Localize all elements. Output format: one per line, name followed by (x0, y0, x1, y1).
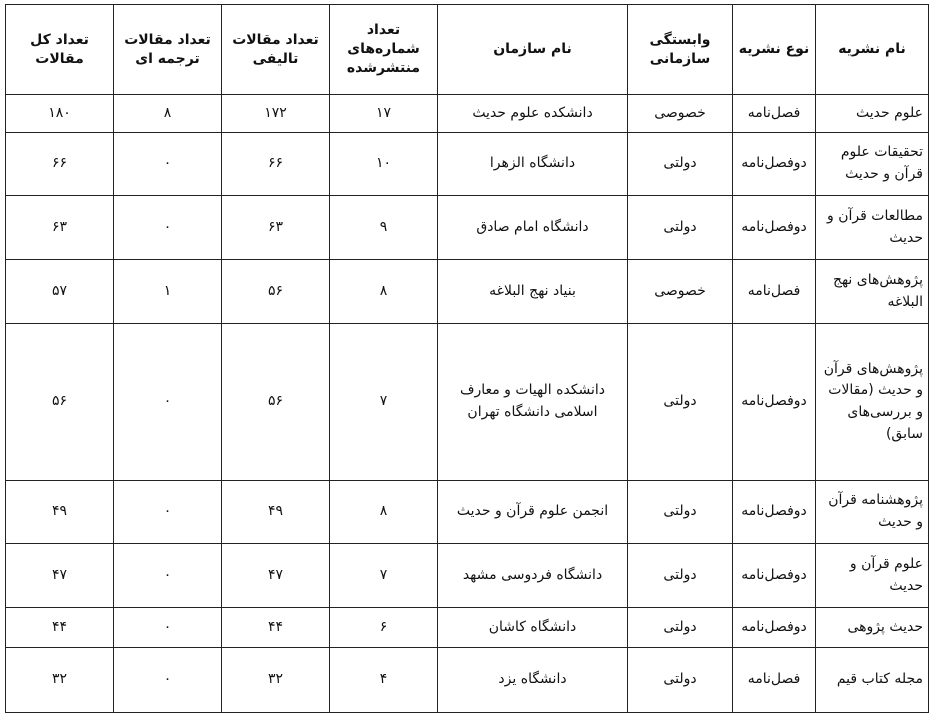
header-original-articles: تعداد مقالات تالیفی (222, 5, 330, 95)
cell-issues-count: ۶ (330, 608, 438, 648)
cell-affiliation: خصوصی (628, 260, 733, 324)
header-journal-type: نوع نشریه (733, 5, 816, 95)
cell-affiliation: خصوصی (628, 95, 733, 133)
header-journal-name: نام نشریه (816, 5, 929, 95)
cell-affiliation: دولتی (628, 133, 733, 196)
cell-total-articles: ۴۹ (6, 481, 114, 544)
cell-issues-count: ۹ (330, 196, 438, 260)
cell-issues-count: ۸ (330, 481, 438, 544)
header-total-articles: تعداد کل مقالات (6, 5, 114, 95)
cell-journal-type: دوفصل‌نامه (733, 544, 816, 608)
cell-journal-name: پژوهش‌های قرآن و حدیث (مقالات و بررسی‌های سابق) (816, 324, 929, 481)
cell-issues-count: ۱۷ (330, 95, 438, 133)
cell-original-articles: ۵۶ (222, 324, 330, 481)
cell-affiliation: دولتی (628, 648, 733, 713)
header-row (6, 5, 929, 95)
cell-issues-count: ۸ (330, 260, 438, 324)
cell-translated-articles: ۰ (114, 608, 222, 648)
cell-organization: بنیاد نهج البلاغه (438, 260, 628, 324)
table-row (6, 133, 929, 196)
cell-original-articles: ۴۷ (222, 544, 330, 608)
cell-journal-name: مطالعات قرآن و حدیث (816, 196, 929, 260)
cell-original-articles: ۳۲ (222, 648, 330, 713)
cell-journal-name: مجله کتاب قیم (816, 648, 929, 713)
table-row (6, 260, 929, 324)
cell-total-articles: ۵۷ (6, 260, 114, 324)
cell-affiliation: دولتی (628, 196, 733, 260)
cell-journal-name: تحقیقات علوم قرآن و حدیث (816, 133, 929, 196)
cell-translated-articles: ۸ (114, 95, 222, 133)
cell-total-articles: ۶۶ (6, 133, 114, 196)
cell-organization: دانشگاه الزهرا (438, 133, 628, 196)
cell-affiliation: دولتی (628, 608, 733, 648)
cell-journal-name: پژوهش‌های نهج البلاغه (816, 260, 929, 324)
table-row (6, 481, 929, 544)
cell-organization: دانشگاه کاشان (438, 608, 628, 648)
cell-journal-type: فصل‌نامه (733, 95, 816, 133)
cell-translated-articles: ۰ (114, 196, 222, 260)
journals-table (5, 4, 929, 713)
cell-affiliation: دولتی (628, 544, 733, 608)
cell-organization: دانشکده الهیات و معارف اسلامی دانشگاه تهران (438, 324, 628, 481)
header-affiliation: وابستگی سازمانی (628, 5, 733, 95)
header-translated-articles: تعداد مقالات ترجمه ای (114, 5, 222, 95)
cell-journal-type: دوفصل‌نامه (733, 481, 816, 544)
cell-organization: دانشگاه فردوسی مشهد (438, 544, 628, 608)
cell-original-articles: ۴۴ (222, 608, 330, 648)
cell-organization: دانشکده علوم حدیث (438, 95, 628, 133)
cell-original-articles: ۶۳ (222, 196, 330, 260)
cell-journal-name: علوم حدیث (816, 95, 929, 133)
header-issues-count: تعداد شماره‌های منتشرشده (330, 5, 438, 95)
table-row (6, 608, 929, 648)
cell-total-articles: ۴۴ (6, 608, 114, 648)
cell-translated-articles: ۰ (114, 648, 222, 713)
table-row (6, 544, 929, 608)
table-row (6, 95, 929, 133)
cell-translated-articles: ۰ (114, 544, 222, 608)
cell-original-articles: ۱۷۲ (222, 95, 330, 133)
cell-total-articles: ۵۶ (6, 324, 114, 481)
cell-translated-articles: ۱ (114, 260, 222, 324)
cell-organization: دانشگاه یزد (438, 648, 628, 713)
table-row (6, 324, 929, 481)
cell-journal-type: دوفصل‌نامه (733, 608, 816, 648)
cell-journal-name: پژوهشنامه قرآن و حدیث (816, 481, 929, 544)
cell-total-articles: ۱۸۰ (6, 95, 114, 133)
cell-journal-name: حدیث پژوهی (816, 608, 929, 648)
cell-affiliation: دولتی (628, 481, 733, 544)
cell-journal-type: دوفصل‌نامه (733, 324, 816, 481)
cell-original-articles: ۵۶ (222, 260, 330, 324)
cell-journal-name: علوم قرآن و حدیث (816, 544, 929, 608)
table-row (6, 196, 929, 260)
cell-issues-count: ۷ (330, 544, 438, 608)
cell-issues-count: ۷ (330, 324, 438, 481)
cell-affiliation: دولتی (628, 324, 733, 481)
cell-total-articles: ۴۷ (6, 544, 114, 608)
cell-journal-type: فصل‌نامه (733, 648, 816, 713)
cell-organization: دانشگاه امام صادق (438, 196, 628, 260)
table-row (6, 648, 929, 713)
cell-issues-count: ۱۰ (330, 133, 438, 196)
cell-original-articles: ۶۶ (222, 133, 330, 196)
cell-total-articles: ۳۲ (6, 648, 114, 713)
cell-translated-articles: ۰ (114, 481, 222, 544)
cell-issues-count: ۴ (330, 648, 438, 713)
cell-journal-type: فصل‌نامه (733, 260, 816, 324)
cell-organization: انجمن علوم قرآن و حدیث (438, 481, 628, 544)
cell-original-articles: ۴۹ (222, 481, 330, 544)
cell-total-articles: ۶۳ (6, 196, 114, 260)
cell-journal-type: دوفصل‌نامه (733, 133, 816, 196)
cell-translated-articles: ۰ (114, 324, 222, 481)
cell-translated-articles: ۰ (114, 133, 222, 196)
header-organization: نام سازمان (438, 5, 628, 95)
cell-journal-type: دوفصل‌نامه (733, 196, 816, 260)
